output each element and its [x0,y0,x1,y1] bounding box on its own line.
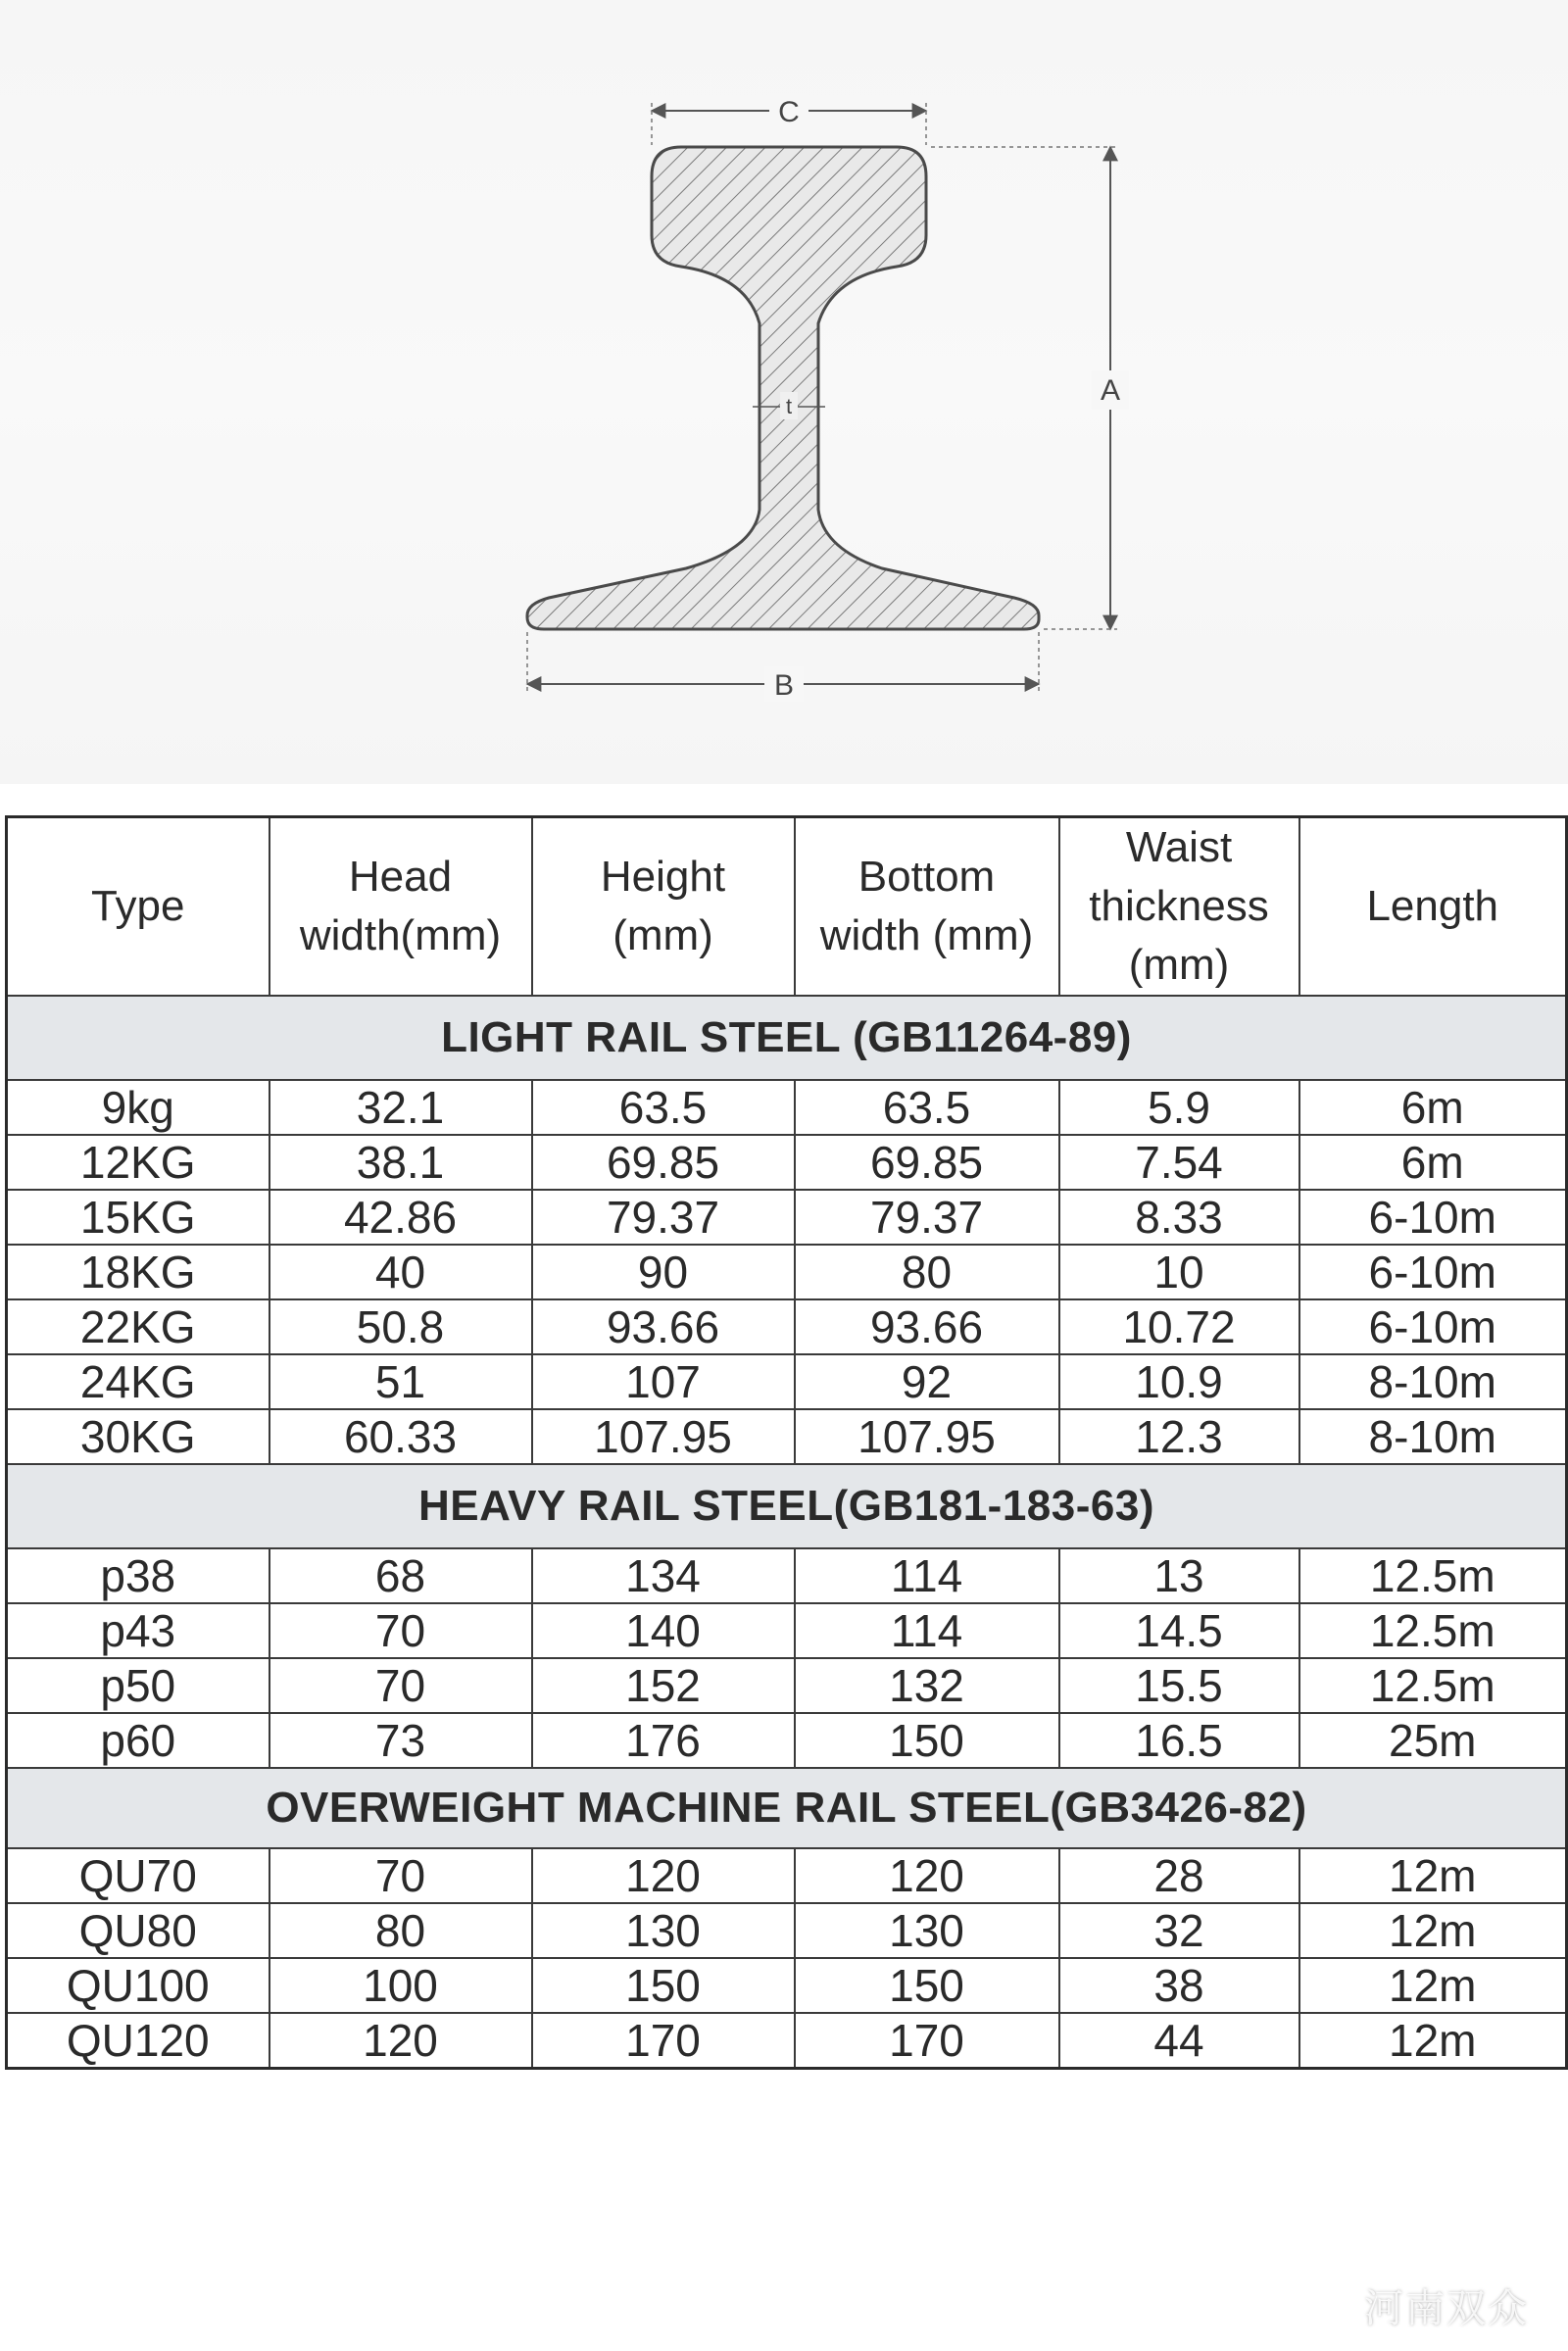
dimension-label-t: t [785,394,793,418]
header-length [1299,817,1567,997]
table-cell: p60 [7,1713,270,1768]
table-cell: 51 [270,1354,532,1409]
table-row [7,1848,1567,1903]
header-type [7,817,270,997]
table-cell: QU120 [7,2013,270,2069]
table-cell: 114 [795,1548,1059,1603]
table-cell: 32.1 [270,1080,532,1135]
table-cell: 90 [532,1245,795,1299]
table-cell: 10.72 [1059,1299,1299,1354]
header-waist-thickness-line: thickness [1089,882,1269,930]
table-cell: 12m [1299,2013,1567,2069]
table-cell: 15KG [7,1190,270,1245]
header-bottom-width [795,817,1059,997]
table-cell: 100 [270,1958,532,2013]
table-cell: QU100 [7,1958,270,2013]
table-cell: 7.54 [1059,1135,1299,1190]
table-row [7,1245,1567,1299]
table-row [7,2013,1567,2069]
table-cell: 16.5 [1059,1713,1299,1768]
table-cell: QU70 [7,1848,270,1903]
table-row [7,1080,1567,1135]
table-cell: 8.33 [1059,1190,1299,1245]
table-row [7,1903,1567,1958]
table-cell: 12m [1299,1958,1567,2013]
table-cell: 107.95 [532,1409,795,1464]
table-cell: 70 [270,1603,532,1658]
table-cell: 40 [270,1245,532,1299]
table-row [7,1958,1567,2013]
table-cell: 10.9 [1059,1354,1299,1409]
table-cell: 63.5 [532,1080,795,1135]
rail-cross-section [527,147,1039,629]
table-cell: 69.85 [532,1135,795,1190]
dimension-label-c: C [778,96,800,128]
table-row [7,1354,1567,1409]
table-cell: 6m [1299,1135,1567,1190]
table-cell: 44 [1059,2013,1299,2069]
table-body [7,996,1567,2069]
dimension-label-a: A [1100,374,1121,407]
table-row [7,1190,1567,1245]
table-row [7,1713,1567,1768]
header-type-line: Type [91,882,185,930]
section-title-row [7,996,1567,1080]
table-cell: p38 [7,1548,270,1603]
dimension-label-b: B [773,669,795,702]
table-cell: 170 [532,2013,795,2069]
section-title-row [7,1768,1567,1848]
table-cell: 140 [532,1603,795,1658]
table-cell: 12.5m [1299,1548,1567,1603]
table-cell: 5.9 [1059,1080,1299,1135]
header-height-line: Height [600,853,726,901]
table-cell: 8-10m [1299,1354,1567,1409]
table-cell: 13 [1059,1548,1299,1603]
table-cell: 107.95 [795,1409,1059,1464]
table-cell: 70 [270,1658,532,1713]
section-title: HEAVY RAIL STEEL(GB181-183-63) [7,1464,1567,1548]
table-cell: 150 [795,1958,1059,2013]
table-cell: 170 [795,2013,1059,2069]
table-cell: 93.66 [532,1299,795,1354]
table-cell: 114 [795,1603,1059,1658]
table-cell: 120 [270,2013,532,2069]
rail-spec-table [5,815,1568,2070]
section-title: OVERWEIGHT MACHINE RAIL STEEL(GB3426-82) [7,1768,1567,1848]
table-cell: 80 [795,1245,1059,1299]
table-row [7,1135,1567,1190]
header-row [7,817,1567,997]
table-cell: 38.1 [270,1135,532,1190]
table-cell: 93.66 [795,1299,1059,1354]
table-row [7,1603,1567,1658]
table-cell: 176 [532,1713,795,1768]
table-cell: 92 [795,1354,1059,1409]
table-cell: 120 [532,1848,795,1903]
table-cell: 130 [795,1903,1059,1958]
table-cell: 12.5m [1299,1603,1567,1658]
table-cell: 25m [1299,1713,1567,1768]
table-cell: 134 [532,1548,795,1603]
section-title-row [7,1464,1567,1548]
table-cell: 6-10m [1299,1299,1567,1354]
table-cell: 132 [795,1658,1059,1713]
table-cell: 8-10m [1299,1409,1567,1464]
table-row [7,1409,1567,1464]
table-cell: 9kg [7,1080,270,1135]
table-cell: 12.3 [1059,1409,1299,1464]
table-cell: 6-10m [1299,1245,1567,1299]
table-cell: 107 [532,1354,795,1409]
header-length-line: Length [1366,882,1499,930]
section-title: LIGHT RAIL STEEL (GB11264-89) [7,996,1567,1080]
header-bottom-width-line: Bottom [858,853,996,901]
table-cell: 70 [270,1848,532,1903]
table-header [7,817,1567,997]
header-head-width [270,817,532,997]
table-cell: 28 [1059,1848,1299,1903]
header-head-width-line: Head [348,853,453,901]
table-cell: 6m [1299,1080,1567,1135]
table-cell: 30KG [7,1409,270,1464]
table-cell: 80 [270,1903,532,1958]
table-cell: 12m [1299,1903,1567,1958]
table-cell: 150 [795,1713,1059,1768]
table-cell: p43 [7,1603,270,1658]
table-cell: QU80 [7,1903,270,1958]
header-waist-thickness-line: (mm) [1128,941,1230,989]
header-bottom-width-line: width (mm) [819,911,1034,959]
watermark-text: 河南双众 [1364,2286,1529,2331]
table-cell: 12m [1299,1848,1567,1903]
rail-profile-svg [0,0,1568,784]
header-height-line: (mm) [612,911,713,959]
table-cell: 152 [532,1658,795,1713]
header-waist-thickness [1059,817,1299,997]
table-cell: 18KG [7,1245,270,1299]
table-row [7,1658,1567,1713]
table-cell: 14.5 [1059,1603,1299,1658]
table-cell: p50 [7,1658,270,1713]
table-cell: 120 [795,1848,1059,1903]
table-cell: 22KG [7,1299,270,1354]
table-cell: 63.5 [795,1080,1059,1135]
table-cell: 130 [532,1903,795,1958]
header-head-width-line: width(mm) [299,911,502,959]
table-cell: 38 [1059,1958,1299,2013]
header-height [532,817,795,997]
table-cell: 69.85 [795,1135,1059,1190]
header-waist-thickness-line: Waist [1125,823,1233,871]
table-cell: 150 [532,1958,795,2013]
table-cell: 6-10m [1299,1190,1567,1245]
rail-profile-diagram [0,0,1568,784]
table-cell: 68 [270,1548,532,1603]
table-cell: 60.33 [270,1409,532,1464]
table-cell: 79.37 [795,1190,1059,1245]
table-cell: 12KG [7,1135,270,1190]
table-cell: 50.8 [270,1299,532,1354]
table-cell: 12.5m [1299,1658,1567,1713]
table-cell: 73 [270,1713,532,1768]
table-cell: 32 [1059,1903,1299,1958]
table-cell: 24KG [7,1354,270,1409]
table-row [7,1548,1567,1603]
table-cell: 79.37 [532,1190,795,1245]
table-cell: 10 [1059,1245,1299,1299]
table-cell: 15.5 [1059,1658,1299,1713]
table-cell: 42.86 [270,1190,532,1245]
table-row [7,1299,1567,1354]
